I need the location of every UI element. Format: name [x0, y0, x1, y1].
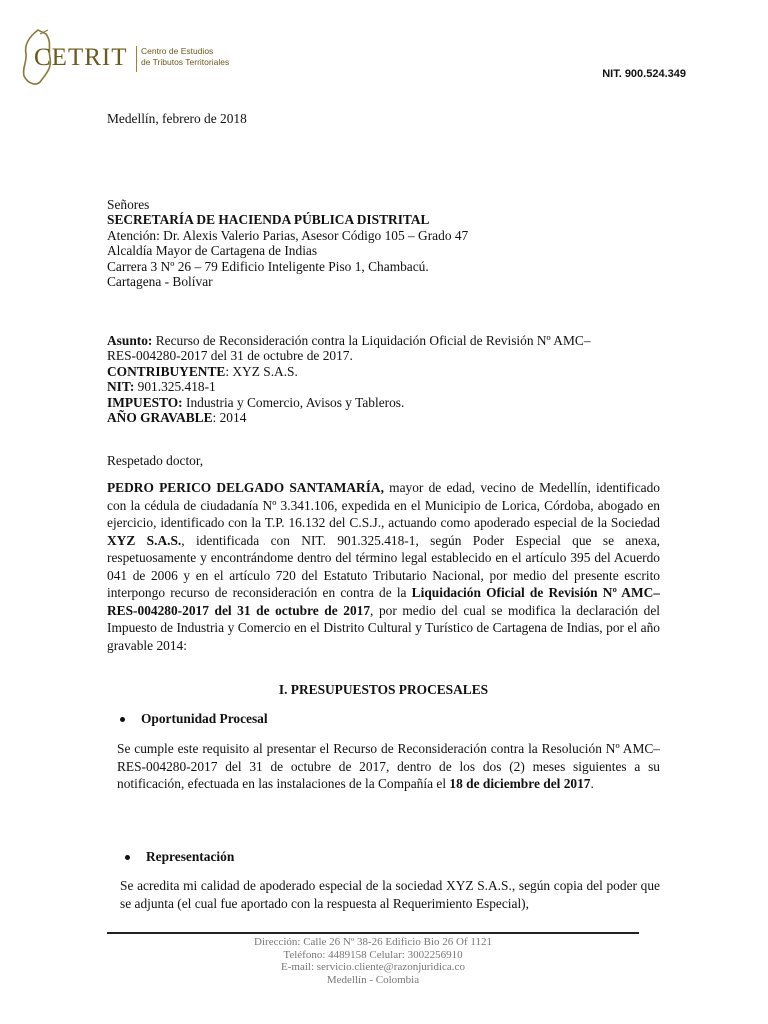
footer-email: E-mail: servicio.cliente@razonjuridica.co	[281, 961, 465, 973]
section-title: I. PRESUPUESTOS PROCESALES	[278, 682, 489, 697]
date-line: Medellín, febrero de 2018	[107, 111, 247, 126]
representacion-heading: Representación	[146, 849, 235, 864]
footer	[107, 936, 639, 986]
header-nit: NIT. 900.524.349	[602, 68, 686, 80]
logo-subtitle-line2: de Tributos Territoriales	[141, 57, 230, 67]
asunto-text-cont: RES-004280-2017 del 31 de octubre de 2017.	[107, 348, 353, 364]
cetrit-logo	[18, 28, 238, 90]
logo-wordmark: CETRIT	[34, 44, 128, 71]
oportunidad-heading: Oportunidad Procesal	[141, 711, 268, 726]
nit-label: NIT:	[107, 379, 135, 395]
intro-name: PEDRO PERICO DELGADO SANTAMARÍA,	[107, 480, 384, 495]
footer-phone: Teléfono: 4489158 Celular: 3002256910	[283, 948, 463, 961]
impuesto-label: IMPUESTO:	[107, 394, 183, 410]
intro-liquidacion: Liquidación Oficial de Revisión Nº AMC–RES-004280-2017 del 31 de octubre de 2017	[107, 585, 660, 618]
greeting: Respetado doctor,	[107, 453, 204, 468]
contribuyente-label: CONTRIBUYENTE	[107, 363, 226, 379]
recipient-address: Carrera 3 Nº 26 – 79 Edificio Inteligente Piso 1, Chambacú.	[107, 258, 429, 274]
bullet-oportunidad	[120, 711, 268, 727]
nit-value: 901.325.418-1	[134, 379, 216, 395]
subject-block	[107, 333, 591, 425]
ano-gravable-label: AÑO GRAVABLE	[107, 410, 213, 426]
oportunidad-text-1: Se cumple este requisito al presentar el Recurso de Reconsideración contra la Resolución Nº AMC–RES-004280-2017 del 31 de octubre de 2017, dentro de los dos (2) meses siguientes a su notificación, efectuada en las instalaciones de la Compañía el	[117, 741, 660, 791]
intro-text-1: mayor de edad, vecino de Medellín, identificado con la cédula de ciudadanía Nº 3.341.106, expedida en el Municipio de Lorica, Córdoba, abogado en ejercicio, identificado con la T.P. 16.132 del C.S.J., actuando como apoderado especial de la Sociedad	[107, 480, 660, 530]
logo-subtitle	[141, 46, 229, 68]
bullet-dot-icon	[125, 855, 130, 860]
intro-text-3: , por medio del cual se modifica la declaración del Impuesto de Industria y Comercio en el Distrito Cultural y Turístico de Cartagena de Indias, por el año gravable 2014:	[107, 602, 660, 653]
recipient-attention: Atención: Dr. Alexis Valerio Parias, Asesor Código 105 – Grado 47	[107, 227, 469, 243]
logo-divider	[136, 46, 137, 72]
recipient-block	[107, 197, 468, 289]
logo-subtitle-line1: Centro de Estudios	[141, 46, 214, 56]
footer-rule	[107, 932, 639, 934]
asunto-label: Asunto:	[107, 333, 153, 348]
recipient-office: Alcaldía Mayor de Cartagena de Indias	[107, 243, 318, 259]
recipient-city: Cartagena - Bolívar	[107, 274, 213, 290]
intro-company: XYZ S.A.S.	[107, 532, 182, 548]
recipient-salutation: Señores	[107, 197, 150, 212]
ano-gravable-value: : 2014	[212, 410, 247, 426]
oportunidad-text-2: .	[590, 776, 594, 791]
bullet-representacion	[125, 849, 234, 865]
impuesto-value: Industria y Comercio, Avisos y Tableros.	[182, 394, 405, 410]
footer-city: Medellín - Colombia	[326, 973, 420, 986]
asunto-text: Recurso de Reconsideración contra la Liquidación Oficial de Revisión Nº AMC–	[152, 333, 591, 348]
contribuyente-value: : XYZ S.A.S.	[225, 363, 298, 379]
recipient-org: SECRETARÍA DE HACIENDA PÚBLICA DISTRITAL	[107, 212, 430, 228]
representacion-paragraph: Se acredita mi calidad de apoderado especial de la sociedad XYZ S.A.S., según copia del poder que se adjunta (el cual fue aportado con la respuesta al Requerimiento Especial),	[120, 878, 660, 911]
oportunidad-date: 18 de diciembre del 2017	[449, 776, 591, 791]
footer-address: Dirección: Calle 26 Nº 38-26 Edificio Bio 26 Of 1121	[254, 936, 492, 948]
oportunidad-paragraph	[117, 740, 660, 793]
intro-text-2: , identificada con NIT. 901.325.418-1, según Poder Especial que se anexa, respetuosamente y encontrándome dentro del término legal establecido en el artículo 395 del Acuerdo 041 de 2006 y en el artículo 720 del Estatuto Tributario Nacional, por medio del presente escrito interpongo recurso de reconsideración en contra de la	[107, 532, 660, 600]
bullet-dot-icon	[120, 717, 125, 722]
intro-paragraph	[107, 479, 660, 654]
